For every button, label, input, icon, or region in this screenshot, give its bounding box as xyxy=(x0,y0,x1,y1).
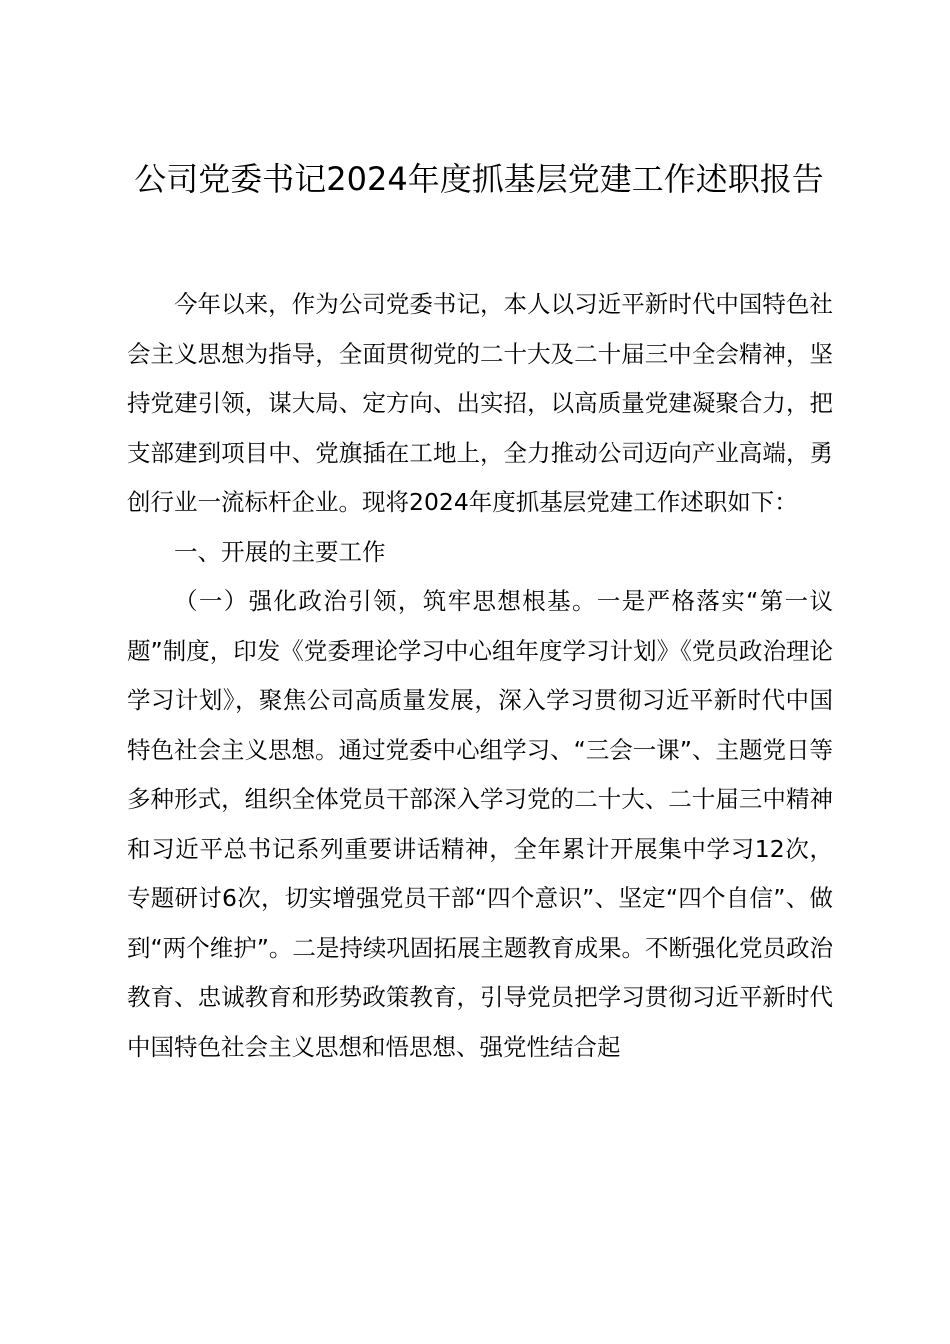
document-body xyxy=(127,280,833,1072)
section-heading: 一、开展的主要工作 xyxy=(174,537,386,566)
document-title: 公司党委书记2024年度抓基层党建工作述职报告 xyxy=(134,160,824,198)
intro-paragraph: 今年以来，作为公司党委书记，本人以习近平新时代中国特色社会主义思想为指导，全面贯彻党的二十大及二十届三中全会精神，坚持党建引领，谋大局、定方向、出实招，以高质量党建凝聚合力，把支部建到项目中、党旗插在工地上，全力推动公司迈向产业高端，勇创行业一流标杆企业。现将2024年度抓基层党建工作述职如下： xyxy=(127,290,833,516)
section-paragraph: （一）强化政治引领，筑牢思想根基。一是严格落实“第一议题”制度，印发《党委理论学习中心组年度学习计划》《党员政治理论学习计划》，聚焦公司高质量发展，深入学习贯彻习近平新时代中国特色社会主义思想。通过党委中心组学习、“三会一课”、主题党日等多种形式，组织全体党员干部深入学习党的二十大、二十届三中精神和习近平总书记系列重要讲话精神，全年累计开展集中学习12次，专题研讨6次，切实增强党员干部“四个意识”、坚定“四个自信”、做到“两个维护”。二是持续巩固拓展主题教育成果。不断强化党员政治教育、忠诚教育和形势政策教育，引导党员把学习贯彻习近平新时代中国特色社会主义思想和悟思想、强党性结合起 xyxy=(127,587,833,1061)
